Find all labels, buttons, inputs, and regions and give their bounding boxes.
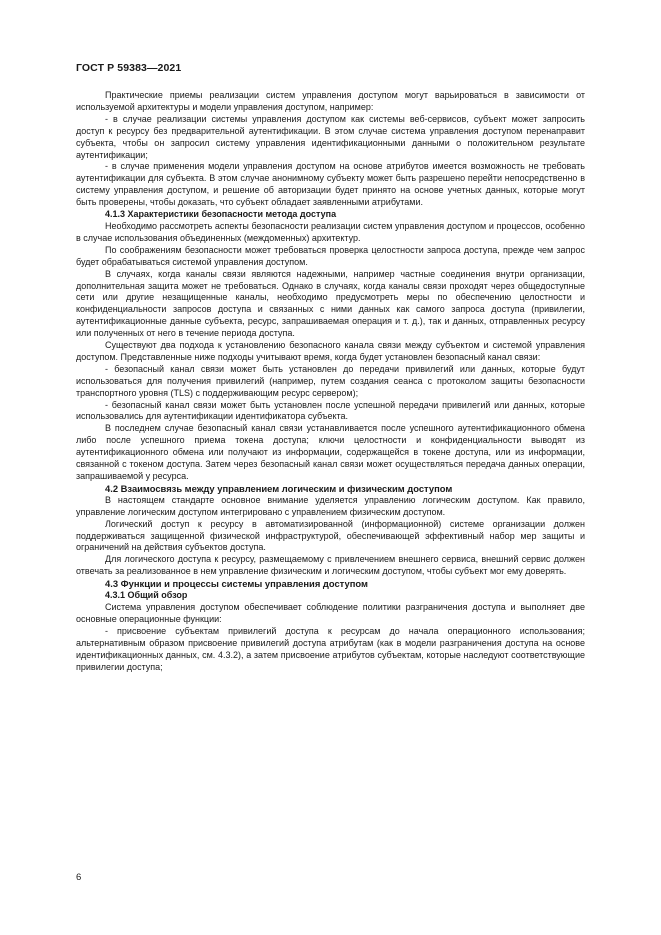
paragraph: Логический доступ к ресурсу в автоматизированной (информационной) системе организации должен поддерживаться защищенной физической инфраструктурой, обеспечивающей эффективный набор мер защиты и ограничений на действия субъектов доступа.	[76, 518, 585, 553]
section-heading-4-2: 4.2 Взаимосвязь между управлением логическим и физическим доступом	[105, 482, 453, 494]
paragraph: В последнем случае безопасный канал связи устанавливается после успешного аутентификационного обмена либо после успешного приема токена доступа; ключи целостности и конфиденциальности выводят из аутентификационного обмена или получают из информации, содержащейся в токене доступа, или из информации, связанной с токеном доступа. Затем через безопасный канал связи может осуществляться передача данных операции, запрашиваемой у ресурса.	[76, 423, 585, 481]
paragraph: Для логического доступа к ресурсу, размещаемому с привлечением внешнего сервиса, внешний сервис должен отвечать за реализованное в нем управление физическим и логическим доступом, чтобы субъект мог ему доверять.	[76, 554, 585, 577]
page-number: 6	[76, 872, 82, 883]
paragraph: В настоящем стандарте основное внимание уделяется управлению логическим доступом. Как правило, управление логическим доступом интегрировано с управлением физическим доступом.	[76, 494, 585, 517]
paragraph: В случаях, когда каналы связи являются надежными, например частные соединения внутри организации, дополнительная защита может не требоваться. Однако в случаях, когда каналы связи проходят через общедоступные сети или другие незащищенные каналы, необходимо предусмотреть меры по обеспечению целостности и конфиденциальности запросов доступа и связанных с ними данных как самого запроса доступа (привилегии, аутентификационные данные субъекта, ресурс, запрашиваемая операция и т. д.), так и данных, отправленных ресурсу или полученных от него в течение периода доступа.	[76, 268, 585, 339]
section-heading-4-3-1: 4.3.1 Общий обзор	[105, 590, 188, 601]
list-item: - в случае применения модели управления доступом на основе атрибутов имеется возможность не требовать аутентификации для субъекта. В этом случае анонимному субъекту может быть разрешено перейти непосредственно в систему управления доступом, и решение об авторизации будет принято на основе учетных данных, которые могут быть проверены, чтобы доказать, что субъект обладает заявленными атрибутами.	[76, 161, 585, 208]
list-item: - безопасный канал связи может быть установлен до передачи привилегий или данных, которые будут использоваться для получения привилегий (например, путем создания сеанса с протоколом защиты безопасности транспортного уровня (TLS) с поддерживающим ресурс сервером);	[76, 363, 585, 398]
paragraph: По соображениям безопасности может требоваться проверка целостности запроса доступа, прежде чем запрос будет обрабатываться системой управления доступом.	[76, 244, 585, 267]
list-item: - в случае реализации системы управления доступом как системы веб-сервисов, субъект может запросить доступ к ресурсу без предварительной аутентификации. В этом случае система управления доступом перенаправит субъекта, чтобы он запросил систему управления идентификационными данными о положительном результате аутентификации;	[76, 113, 585, 160]
section-heading-4-1-3: 4.1.3 Характеристики безопасности метода доступа	[105, 209, 337, 220]
paragraph: Система управления доступом обеспечивает соблюдение политики разграничения доступа и выполняет две основные операционные функции:	[76, 601, 585, 624]
paragraph: Существуют два подхода к установлению безопасного канала связи между субъектом и системой управления доступом. Представленные ниже подходы учитывают время, когда будет установлен безопасный канал связи:	[76, 340, 585, 362]
document-header: ГОСТ Р 59383—2021	[76, 62, 182, 74]
paragraph: Необходимо рассмотреть аспекты безопасности реализации систем управления доступом и процессов, особенно в случае использования объединенных (междоменных) архитектур.	[76, 220, 585, 243]
list-item: - безопасный канал связи может быть установлен после успешной передачи привилегий или данных, которые использовались для аутентификации идентификатора субъекта.	[76, 399, 585, 422]
list-item: - присвоение субъектам привилегий доступа к ресурсам до начала операционного использования; альтернативным образом присвоение привилегий доступа атрибутам (как в модели разграничения доступа на основе идентификационных данных, см. 4.3.2), а затем присвоение атрибутов субъектам, которые наследуют соответствующие привилегии доступа;	[76, 625, 585, 672]
section-heading-4-3: 4.3 Функции и процессы системы управления доступом	[105, 578, 368, 590]
paragraph: Практические приемы реализации систем управления доступом могут варьироваться в зависимости от используемой архитектуры и модели управления доступом, например:	[76, 90, 585, 112]
document-body	[76, 90, 585, 673]
